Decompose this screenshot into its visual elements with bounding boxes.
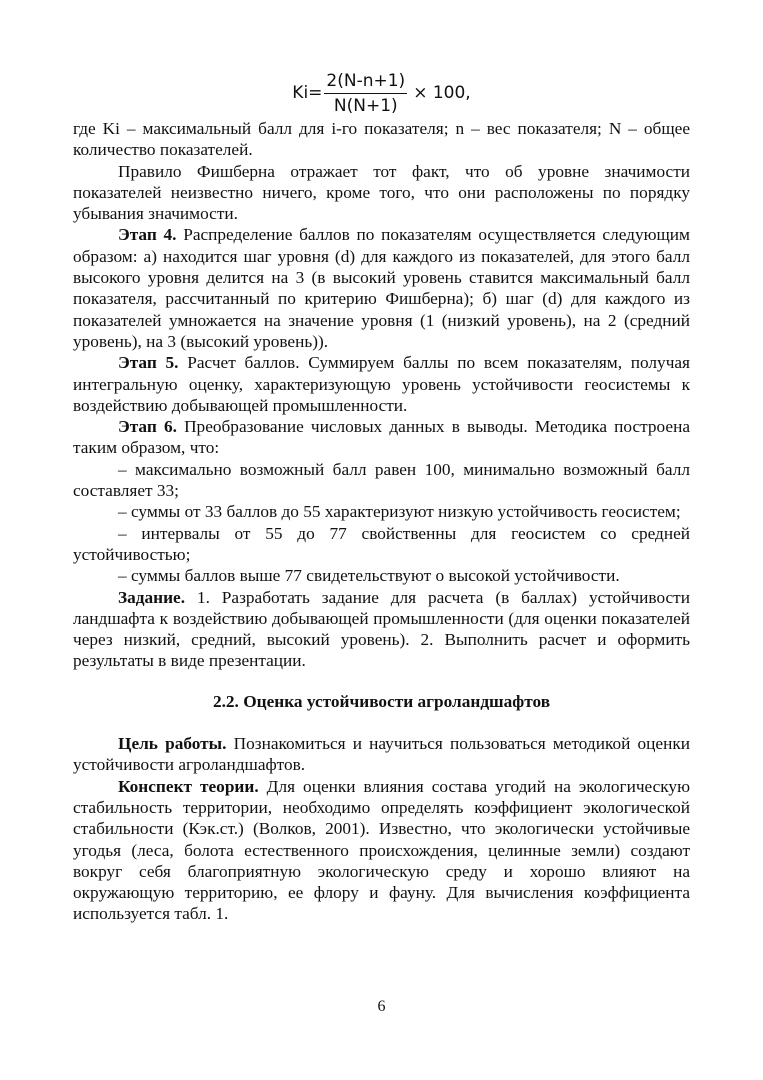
bullet-item: – суммы от 33 баллов до 55 характеризуют низкую устойчивость геосистем; xyxy=(118,502,681,522)
bullet-item: – суммы баллов выше 77 свидетельствуют о высокой устойчивости. xyxy=(118,566,620,586)
bullet-item: – интервалы от 55 до 77 свойственны для геосистем со средней устойчивостью; xyxy=(73,523,690,564)
formula-lhs: Ki= xyxy=(292,83,323,103)
stage-6-label: Этап 6. xyxy=(118,417,177,437)
goal-label: Цель работы. xyxy=(118,734,227,754)
section-heading: 2.2. Оценка устойчивости агроландшафтов xyxy=(212,691,551,711)
paragraph-stage-4 xyxy=(73,224,690,352)
stage-5-label: Этап 5. xyxy=(118,353,179,373)
body-text xyxy=(73,118,690,925)
paragraph-theory xyxy=(73,776,690,925)
stage-6-text: Преобразование числовых данных в выводы. Методика построена таким образом, что: xyxy=(73,417,690,458)
stage-4-text: Распределение баллов по показателям осуществляется следующим образом: а) находится шаг уровня (d) для каждого из показателей, для этого балл высокого уровня делится на 3 (в высокий уровень ставится максимальный балл показателя, рассчитанный по критерию Фишберна); б) шаг (d) для каждого из показателей умножается на значение уровня (1 (низкий уровень), на 2 (средний уровень), на 3 (высокий уровень)). xyxy=(73,225,690,351)
task-label: Задание. xyxy=(118,587,186,607)
paragraph-stage-6 xyxy=(73,416,690,459)
paragraph-stage-5 xyxy=(73,352,690,416)
formula-denominator: N(N+1) xyxy=(333,95,398,116)
formula-rhs: × 100, xyxy=(413,83,471,103)
theory-text: Для оценки влияния состава угодий на экологическую стабильность территории, необходимо определять коэффициент экологической стабильности (Кэк.ст.) (Волков, 2001). Известно, что экологически устойчивые угодья (леса, болота естественного происхождения, целинные земли) создают вокруг себя благоприятную экологическую среду и хорошо влияют на окружающую территорию, ее флору и фауну. Для вычисления коэффициента используется табл. 1. xyxy=(73,776,690,924)
formula-fraction xyxy=(324,71,407,116)
goal-text: Познакомиться и научиться пользоваться методикой оценки устойчивости агроландшафтов. xyxy=(73,734,690,775)
formula-numerator: 2(N-n+1) xyxy=(324,71,407,94)
paragraph-goal xyxy=(73,733,690,776)
stage-4-label: Этап 4. xyxy=(118,225,177,245)
theory-label: Конспект теории. xyxy=(118,776,259,796)
fishburn-formula xyxy=(0,64,763,122)
stage-5-text: Расчет баллов. Суммируем баллы по всем показателям, получая интегральную оценку, характеризующую уровень устойчивости геосистемы к воздействию добывающей промышленности. xyxy=(73,353,691,415)
paragraph-task xyxy=(73,587,690,672)
paragraph-where: где Ki – максимальный балл для i-го показателя; n – вес показателя; N – общее количество показателей. xyxy=(73,119,690,160)
page-number: 6 xyxy=(377,998,386,1015)
bullet-item: – максимально возможный балл равен 100, минимально возможный балл составляет 33; xyxy=(73,459,690,501)
task-text: 1. Разработать задание для расчета (в баллах) устойчивости ландшафта к воздействию добывающей промышленности (для оценки показателей через низкий, средний, высокий уровень). 2. Выполнить расчет и оформить результаты в виде презентации. xyxy=(73,587,690,671)
paragraph-fishburn: Правило Фишберна отражает тот факт, что об уровне значимости показателей неизвестно ничего, кроме того, что они расположены по порядку убывания значимости. xyxy=(73,161,690,224)
